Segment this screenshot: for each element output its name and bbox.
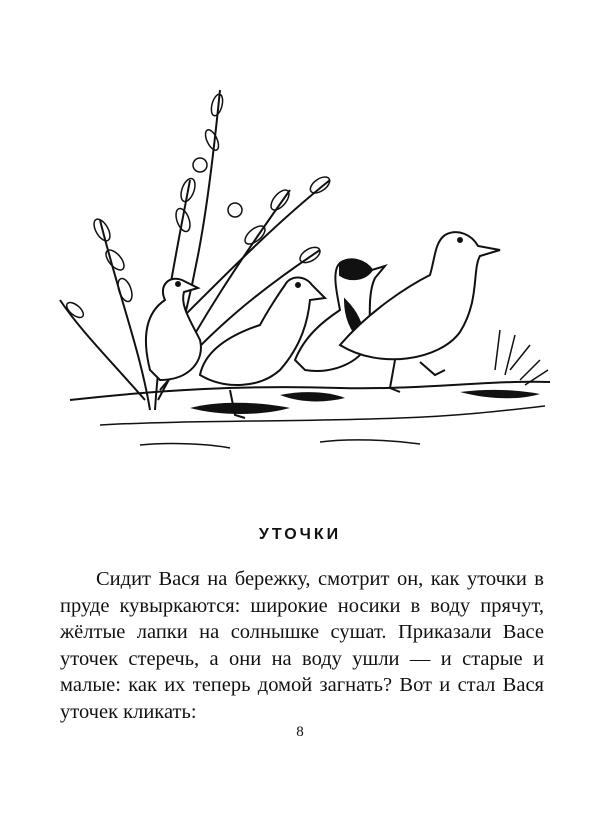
ground <box>70 382 550 448</box>
grass <box>495 330 548 385</box>
page-number: 8 <box>296 724 304 740</box>
story-title: УТОЧКИ <box>258 526 342 543</box>
story-body: Сидит Вася на бережку, смотрит он, как уточки в пруде кувыркаются: широкие носики в воду прячут, жёлтые лапки на солнышке сушат. Приказали Васе уточек стеречь, а они на воду ушли — и старые и малые: как их теперь домой загнать? Вот и стал Вася уточек кликать: <box>60 568 544 723</box>
ducks-illustration <box>40 70 560 470</box>
duck-1 <box>146 279 201 380</box>
